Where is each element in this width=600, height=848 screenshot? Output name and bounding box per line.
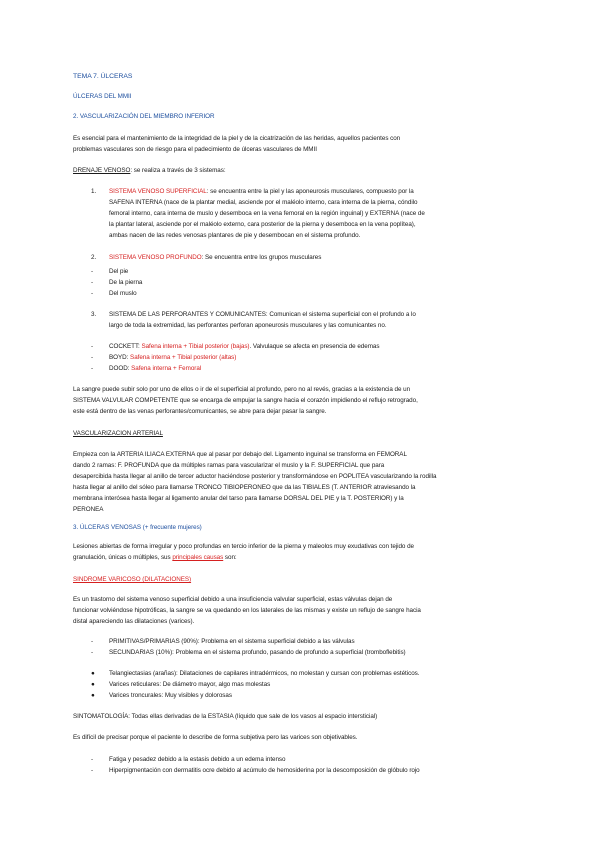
bullet-marker: ●	[91, 692, 95, 699]
symptoms-line: SINTOMATOLOGÍA: Todas ellas derivadas de la ESTASIA (líquido que sale de los vasos al espacio intersticial)	[73, 713, 378, 720]
perforator-veins: Safena interna + Femoral	[131, 365, 202, 372]
bloodflow-line-2: SISTEMA VALVULAR COMPETENTE que se encarga de empujar la sangre hacia el corazón impidiendo el reflujo retrogrado,	[73, 397, 418, 404]
venous-drainage-text: : se realiza a través de 3 sistemas:	[130, 167, 226, 174]
perforator-name: COCKETT:	[109, 343, 142, 350]
arterial-line-4: hasta llegar al anillo del sóleo para llamarse TRONCO TIBIOPERONEO que da las TIBIALES (T. ANTERIOR atraviesando la	[73, 484, 416, 491]
section3-line-2	[73, 553, 237, 562]
perforator-name: BOYD:	[109, 354, 131, 361]
intro-line-2: problemas vasculares son de riesgo para el padecimiento de úlceras vasculares de MMII	[73, 146, 317, 153]
arterial-heading: VASCULARIZACION ARTERIAL	[73, 430, 163, 437]
symptom-dash-2: Hiperpigmentación con dermatitis ocre debido al acúmulo de hemosiderina por la descomposición de glóbulo rojo	[109, 767, 420, 774]
venous-drainage-line	[73, 166, 226, 175]
symptoms-note: Es difícil de precisar porque el paciente lo describe de forma subjetiva pero las varices son objetivables.	[73, 734, 358, 741]
item3-number: 3.	[91, 311, 97, 318]
bloodflow-line-3: este está dentro de las venas perforantes/comunicantes, se abre para dejar pasar la sangre.	[73, 408, 327, 415]
item2-dash-1: Del pie	[109, 268, 129, 275]
dash-marker: -	[91, 279, 94, 286]
varicose-type-1: PRIMITIVAS/PRIMARIAS (90%): Problema en el sistema superficial debido a las válvulas	[109, 638, 355, 645]
item1-line-2: SAFENA INTERNA (nace de la plantar medial, asciende por el maléolo interno, cara interna de la pierna, cóndilo	[109, 199, 418, 206]
section3-line-1: Lesiones abiertas de forma irregular y poco profundas en tercio inferior de la pierna y maleolos muy exudativas con tejido de	[73, 543, 414, 550]
varicose-line-2: funcionar volviéndose hipotróficas, la sangre se va quedando en los laterales de las mismas y existe un reflujo de sangre hacia	[73, 607, 421, 614]
varicose-type-2: SECUNDARIAS (10%): Problema en el sistema profundo, pasando de profundo a superficial (tromboflebitis)	[109, 649, 406, 656]
venous-drainage-label: DRENAJE VENOSO	[73, 167, 131, 174]
item3-line-2: largo de toda la extremidad, las perforantes perforan aponeurosis musculares y las comunicantes no.	[109, 322, 387, 329]
item1-number: 1.	[91, 188, 97, 195]
item2-number: 2.	[91, 254, 97, 261]
perforator-veins: Safena interna + Tibial posterior (altas)	[130, 354, 237, 361]
arterial-line-5: membrana interósea hasta llegar al ligamento anular del tarso para llamarse DORSAL DEL PIE y la T. POSTERIOR) y la	[73, 495, 404, 502]
dash-marker: -	[91, 365, 94, 372]
item2-dash-2: De la pierna	[109, 279, 143, 286]
intro-line-1: Es esencial para el mantenimiento de la integridad de la piel y de la cicatrización de las heridas, aquellos pacientes con	[73, 135, 401, 142]
bloodflow-line-1: La sangre puede subir solo por uno de ellos o ir de el superficial al profundo, pero no al revés, gracias a la existencia de un	[73, 386, 411, 393]
arterial-line-6: PERONEA	[73, 506, 104, 513]
doc-title: TEMA 7. ÚLCERAS	[73, 73, 133, 80]
causes-suffix: son:	[223, 554, 237, 561]
varicose-bullet-2: Varices reticulares: De diámetro mayor, algo mas molestas	[109, 681, 271, 688]
dash-marker: -	[91, 354, 94, 361]
item1-line-3: femoral interno, cara interna de muslo y desemboca en la vena femoral en la región inguinal) y EXTERNA (nace de	[109, 210, 425, 217]
item2-dash-3: Del muslo	[109, 290, 137, 297]
varicose-line-1: Es un trastorno del sistema venoso superficial debido a una insuficiencia valvular superficial, estas válvulas dejan de	[73, 596, 393, 603]
section3-text: granulación, únicas o múltiples, sus	[73, 554, 171, 561]
varicose-bullet-1: Telangiectasias (arañas): Dilataciones de capilares intradérmicos, no molestan y cursan con problemas estéticos.	[109, 670, 420, 677]
dash-marker: -	[91, 756, 94, 763]
item1-line-5: ambas nacen de las redes venosas plantares de pie y desembocan en el sistema profundo.	[109, 232, 361, 239]
dash-marker: -	[91, 290, 94, 297]
item3-line-1: SISTEMA DE LAS PERFORANTES Y COMUNICANTES: Comunican el sistema superficial con el profundo a lo	[109, 311, 416, 318]
section2-heading: 2. VASCULARIZACIÓN DEL MIEMBRO INFERIOR	[73, 113, 215, 120]
item2-rest: : Se encuentra entre los grupos musculares	[201, 254, 322, 261]
item1-line-1	[109, 187, 414, 196]
doc-subtitle: ÚLCERAS DEL MMII	[73, 93, 132, 100]
item1-text-1: : se encuentra entre la piel y las aponeurosis musculares, compuesto por la	[206, 188, 414, 195]
bullet-marker: ●	[91, 670, 95, 677]
causes-label: principales causas	[172, 554, 224, 561]
item2-line	[109, 253, 321, 262]
dash-marker: -	[91, 638, 94, 645]
symptom-dash-1: Fatiga y pesadez debido a la estasis debido a un edema intenso	[109, 756, 286, 763]
perforator-note: . Valvulaque se afecta en presencia de edemas	[249, 343, 380, 350]
perforator-dood	[109, 364, 201, 373]
bullet-marker: ●	[91, 681, 95, 688]
dash-marker: -	[91, 343, 94, 350]
section3-heading: 3. ÚLCERAS VENOSAS (+ frecuente mujeres)	[73, 524, 202, 531]
item2-head: SISTEMA VENOSO PROFUNDO	[109, 254, 202, 261]
dash-marker: -	[91, 767, 94, 774]
item1-head: SISTEMA VENOSO SUPERFICIAL	[109, 188, 207, 195]
item1-line-4: la plantar lateral, asciende por el maléolo externo, cara posterior de la pierna y desemboca en la vena poplítea),	[109, 221, 416, 228]
varicose-bullet-3: Varices troncurales: Muy visibles y dolorosas	[109, 692, 232, 699]
dash-marker: -	[91, 649, 94, 656]
dash-marker: -	[91, 268, 94, 275]
varicose-line-3: distal apareciendo las dilataciones (varices).	[73, 618, 195, 625]
perforator-boyd	[109, 353, 236, 362]
arterial-line-3: desapercibida hasta llegar al anillo de tercer aductor haciéndose posterior y transformándose en POPLITEA vascularizando la rodilla	[73, 473, 437, 480]
perforator-veins: Safena interna + Tibial posterior (bajas)	[141, 343, 250, 350]
perforator-cockett	[109, 342, 379, 351]
arterial-line-1: Empieza con la ARTERIA ILIACA EXTERNA que al pasar por debajo del. Ligamento inguinal se transforma en FEMORAL	[73, 451, 407, 458]
perforator-name: DOOD:	[109, 365, 132, 372]
varicose-heading: SINDROME VARICOSO (DILATACIONES)	[73, 576, 192, 583]
arterial-line-2: dando 2 ramas: F. PROFUNDA que da múltiples ramas para vascularizar el muslo y la F. SUPERFICIAL que para	[73, 462, 385, 469]
